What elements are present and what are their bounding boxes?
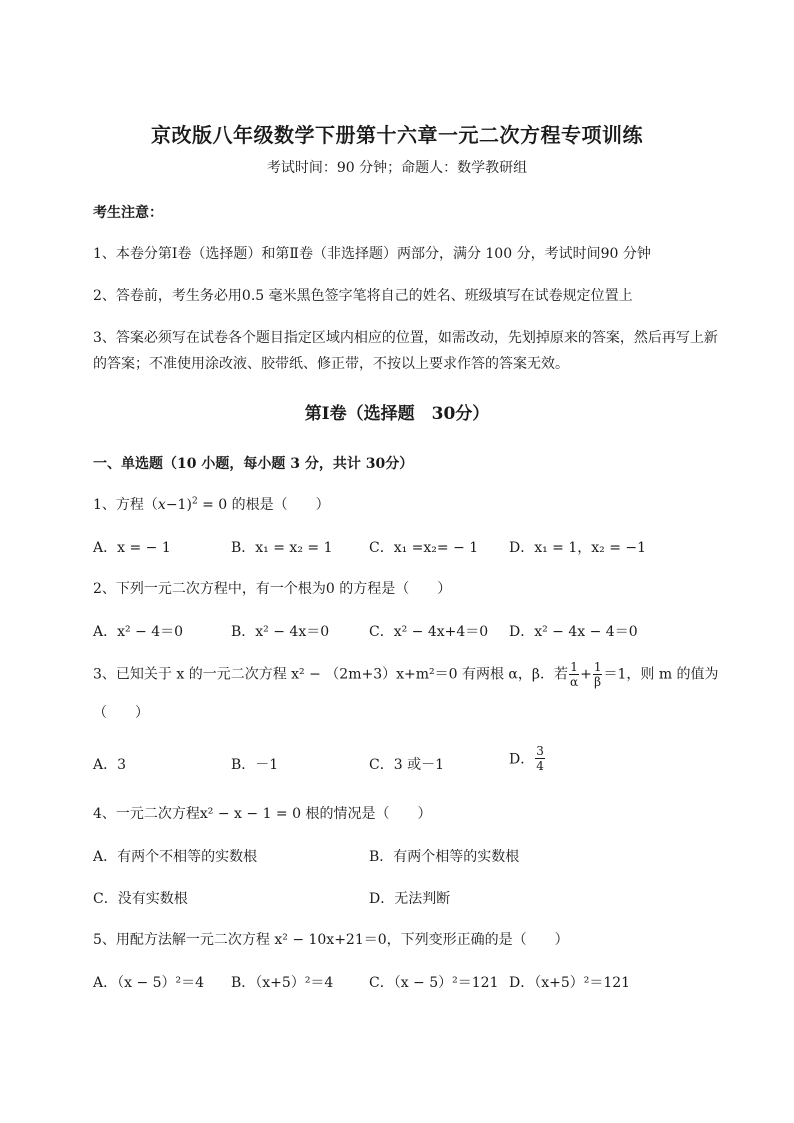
question-1-option-c[interactable]: C．x₁ =x₂= − 1 [369,540,479,556]
question-3-stem-continued: （ ） [93,705,149,721]
question-5-option-c[interactable]: C．（x − 5）²＝121 [369,975,499,991]
fraction-one-over-beta: $\frac{1}{\beta}$ [593,660,602,689]
note-item-3: 3、答案必须写在试卷各个题目指定区域内相应的位置，如需改动，先划掉原来的答案，然后再写上新 [93,330,718,346]
question-5-option-a[interactable]: A．（x − 5）²＝4 [93,975,205,991]
question-5-stem: 5、用配方法解一元二次方程 x² − 10x+21＝0，下列变形正确的是（ ） [93,932,569,948]
note-item-1: 1、本卷分第Ⅰ卷（选择题）和第Ⅱ卷（非选择题）两部分，满分 100 分，考试时间90 分钟 [93,246,651,262]
fraction-one-over-alpha: $\frac{1}{\alpha}$ [569,660,579,689]
question-4-option-b[interactable]: B．有两个相等的实数根 [369,849,520,865]
question-5-option-d[interactable]: D．（x+5）²＝121 [509,975,631,991]
question-3-option-c[interactable]: C．3 或－1 [369,757,444,773]
question-2-option-b[interactable]: B．x² − 4x＝0 [231,624,330,640]
question-1-option-d[interactable]: D．x₁ = 1，x₂ = −1 [509,540,647,556]
question-1-option-a[interactable]: A．x = − 1 [93,540,171,556]
question-4-option-c[interactable]: C．没有实数根 [93,891,188,907]
question-5-option-b[interactable]: B．（x+5）²＝4 [231,975,334,991]
notes-heading: 考生注意： [93,205,163,221]
question-1-stem: 1、方程（x−1)$^2$ = 0 的根是（ ） [93,496,330,513]
document-subtitle: 考试时间：90 分钟；命题人：数学教研组 [266,160,528,176]
question-2-stem: 2、下列一元二次方程中，有一个根为0 的方程是（ ） [93,581,452,597]
question-4-option-a[interactable]: A．有两个不相等的实数根 [93,849,258,865]
fraction-three-quarters: $\frac{3}{4}$ [536,744,544,773]
note-item-3-continued: 的答案；不准使用涂改液、胶带纸、修正带，不按以上要求作答的答案无效。 [93,356,569,372]
question-3-option-b[interactable]: B．－1 [231,757,279,773]
note-item-2: 2、答卷前，考生务必用0.5 毫米黑色签字笔将自己的姓名、班级填写在试卷规定位置上 [93,288,633,304]
question-2-option-c[interactable]: C．x² − 4x+4＝0 [369,624,489,640]
section-title: 第Ⅰ卷（选择题 30分） [304,404,490,424]
question-3-option-a[interactable]: A．3 [93,757,127,773]
question-3-option-d[interactable]: D． $\frac{3}{4}$ [509,744,544,773]
question-3-stem: 3、已知关于 x 的一元二次方程 x² − （2m+3）x+m²＝0 有两根 α，β．若 $\frac{1}{\alpha}$ + $\frac{1}{\beta}$ ＝1，则 m 的值为 [93,660,719,689]
question-4-option-d[interactable]: D．无法判断 [369,891,451,907]
question-2-option-d[interactable]: D．x² − 4x − 4＝0 [509,624,638,640]
question-2-option-a[interactable]: A．x² − 4＝0 [93,624,184,640]
question-1-option-b[interactable]: B．x₁ = x₂ = 1 [231,540,333,556]
question-4-stem: 4、一元二次方程x² − x − 1 = 0 根的情况是（ ） [93,806,432,822]
part-heading: 一、单选题（10 小题，每小题 3 分，共计 30分） [93,456,414,472]
document-title: 京改版八年级数学下册第十六章一元二次方程专项训练 [151,123,643,147]
